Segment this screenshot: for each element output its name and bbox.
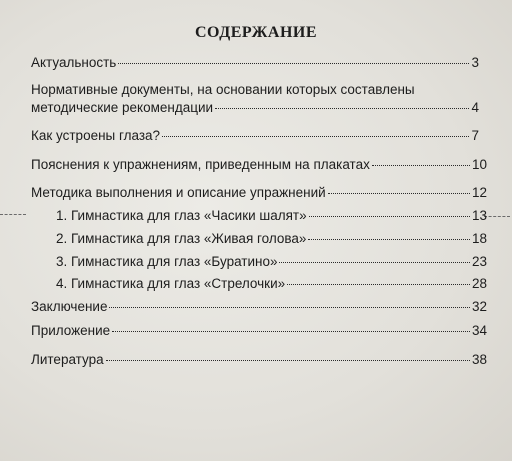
toc-entry-page: 7: [471, 128, 479, 143]
toc-entry-title: Как устроены глаза?: [31, 128, 161, 143]
toc-entry-page: 23: [471, 254, 487, 269]
toc-leader-dots: [112, 331, 470, 332]
toc-subentry-clock: [56, 207, 487, 225]
toc-leader-dots: [279, 262, 469, 263]
toc-entry-title: Пояснения к упражнениям, приведенным на плакатах: [31, 157, 370, 172]
toc-leader-dots: [309, 216, 470, 217]
toc-entry-title: Приложение: [31, 323, 111, 338]
toc-entry-methodology: [31, 184, 487, 202]
toc-entry-page: 3: [471, 55, 479, 70]
toc-entry-explanations: [31, 156, 487, 174]
toc-entry-page: 12: [471, 185, 487, 200]
page-title: СОДЕРЖАНИЕ: [194, 24, 318, 41]
toc-entry-page: 13: [471, 208, 487, 223]
toc-entry-title: 3. Гимнастика для глаз «Буратино»: [56, 254, 278, 269]
toc-entry-page: 28: [471, 276, 487, 291]
toc-leader-dots: [162, 136, 469, 137]
toc-leader-dots: [308, 239, 470, 240]
toc-leader-dots: [215, 108, 469, 109]
toc-entry-title: Методика выполнения и описание упражнений: [31, 185, 326, 200]
toc-entry-title-line2: методические рекомендации: [31, 100, 214, 115]
toc-leader-dots: [328, 193, 470, 194]
toc-entry-title: 4. Гимнастика для глаз «Стрелочки»: [56, 276, 286, 291]
toc-entry-page: 18: [471, 231, 487, 246]
toc-entry-appendix: [31, 322, 487, 340]
toc-entry-normative-docs: [31, 81, 479, 117]
toc-subentry-head: [56, 230, 487, 248]
toc-subentry-arrows: [56, 275, 487, 293]
toc-entry-page: 4: [471, 100, 479, 115]
toc-leader-dots: [372, 165, 470, 166]
toc-entry-title: 1. Гимнастика для глаз «Часики шалят»: [56, 208, 307, 223]
toc-leader-dots: [118, 63, 469, 64]
toc-entry-page: 38: [471, 352, 487, 367]
toc-entry-actuality: [31, 54, 479, 72]
toc-entry-title-line1: Нормативные документы, на основании которых составлены: [31, 82, 415, 97]
toc-entry-title: 2. Гимнастика для глаз «Живая голова»: [56, 231, 307, 246]
toc-entry-eye-structure: [31, 127, 479, 145]
toc-entry-line2: [31, 99, 479, 117]
toc-entry-title: Актуальность: [31, 55, 117, 70]
toc-entry-conclusion: [31, 298, 487, 316]
toc-entry-page: 32: [471, 299, 487, 314]
toc-entry-literature: [31, 351, 487, 369]
toc-entry-title: Литература: [31, 352, 104, 367]
toc-leader-dots: [109, 307, 469, 308]
toc-entry-page: 10: [471, 157, 487, 172]
toc-leader-dots: [106, 360, 470, 361]
toc-entry-page: 34: [471, 323, 487, 338]
toc-leader-dots: [287, 284, 470, 285]
toc-subentry-buratino: [56, 253, 487, 271]
toc-entry-title: Заключение: [31, 299, 108, 314]
